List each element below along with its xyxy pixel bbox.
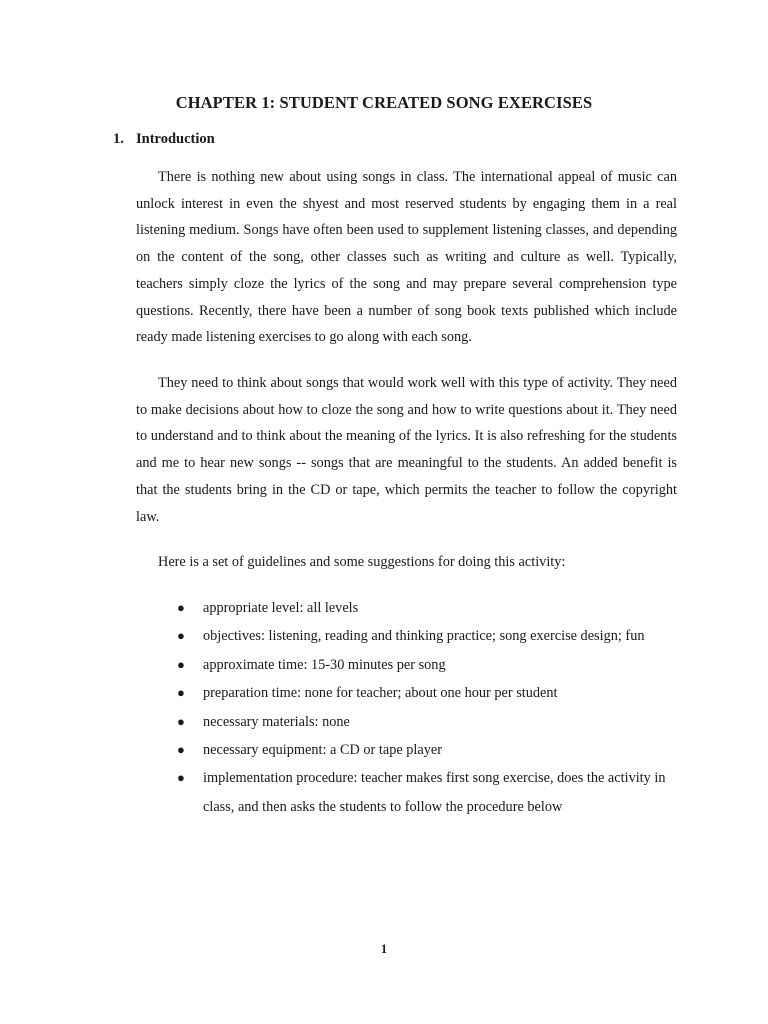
bullet-icon: ● xyxy=(177,685,185,701)
bullet-icon: ● xyxy=(177,656,185,672)
paragraph-students-think: They need to think about songs that would work well with this type of activity. They need to make decisions about how to cloze the song and how to write questions about it. They need to understand and to think about the meaning of the lyrics. It is also refreshing for the students and me to hear new songs -- songs that are meaningful to the students. An added benefit is that the students bring in the CD or tape, which permits the teacher to follow the copyright law. xyxy=(136,375,677,525)
list-item-text: preparation time: none for teacher; about one hour per student xyxy=(203,685,558,702)
bullet-icon: ● xyxy=(177,742,185,758)
chapter-title: CHAPTER 1: STUDENT CREATED SONG EXERCISES xyxy=(175,93,593,112)
list-item xyxy=(176,736,681,764)
page-number: 1 xyxy=(380,942,388,956)
list-item-text: appropriate level: all levels xyxy=(203,600,359,616)
list-item xyxy=(176,708,681,736)
list-item xyxy=(176,594,681,622)
bullet-icon: ● xyxy=(177,770,185,786)
bullet-icon: ● xyxy=(177,600,185,615)
section-number: 1. xyxy=(113,131,124,147)
bullet-icon: ● xyxy=(177,713,185,729)
list-item-text: approximate time: 15-30 minutes per song xyxy=(203,656,446,673)
list-item-text: necessary equipment: a CD or tape player xyxy=(203,742,442,759)
section-title: Introduction xyxy=(136,131,215,147)
list-item-text: objectives: listening, reading and thinking practice; song exercise design; fun xyxy=(203,628,645,645)
list-item xyxy=(176,679,681,707)
list-item xyxy=(176,622,681,650)
list-item-text: implementation procedure: teacher makes first song exercise, does the activity in class, and then asks the students to follow the procedure below xyxy=(203,770,666,815)
list-item xyxy=(176,651,681,679)
list-item-text: necessary materials: none xyxy=(203,713,350,730)
bullet-icon: ● xyxy=(177,628,185,644)
paragraph-intro: There is nothing new about using songs in class. The international appeal of music can unlock interest in even the shyest and most reserved students by engaging them in a real listening medium. Songs have often been used to supplement listening classes, and depending on the content of the song, other classes such as writing and culture as well. Typically, teachers simply cloze the lyrics of the song and may prepare several comprehension type questions. Recently, there have been a number of song book texts published which include ready made listening exercises to go along with each song. xyxy=(136,169,677,346)
guidelines-list xyxy=(176,594,681,821)
paragraph-guidelines-lead: Here is a set of guidelines and some suggestions for doing this activity: xyxy=(158,554,566,570)
section-heading xyxy=(113,131,215,148)
list-item xyxy=(176,764,681,821)
